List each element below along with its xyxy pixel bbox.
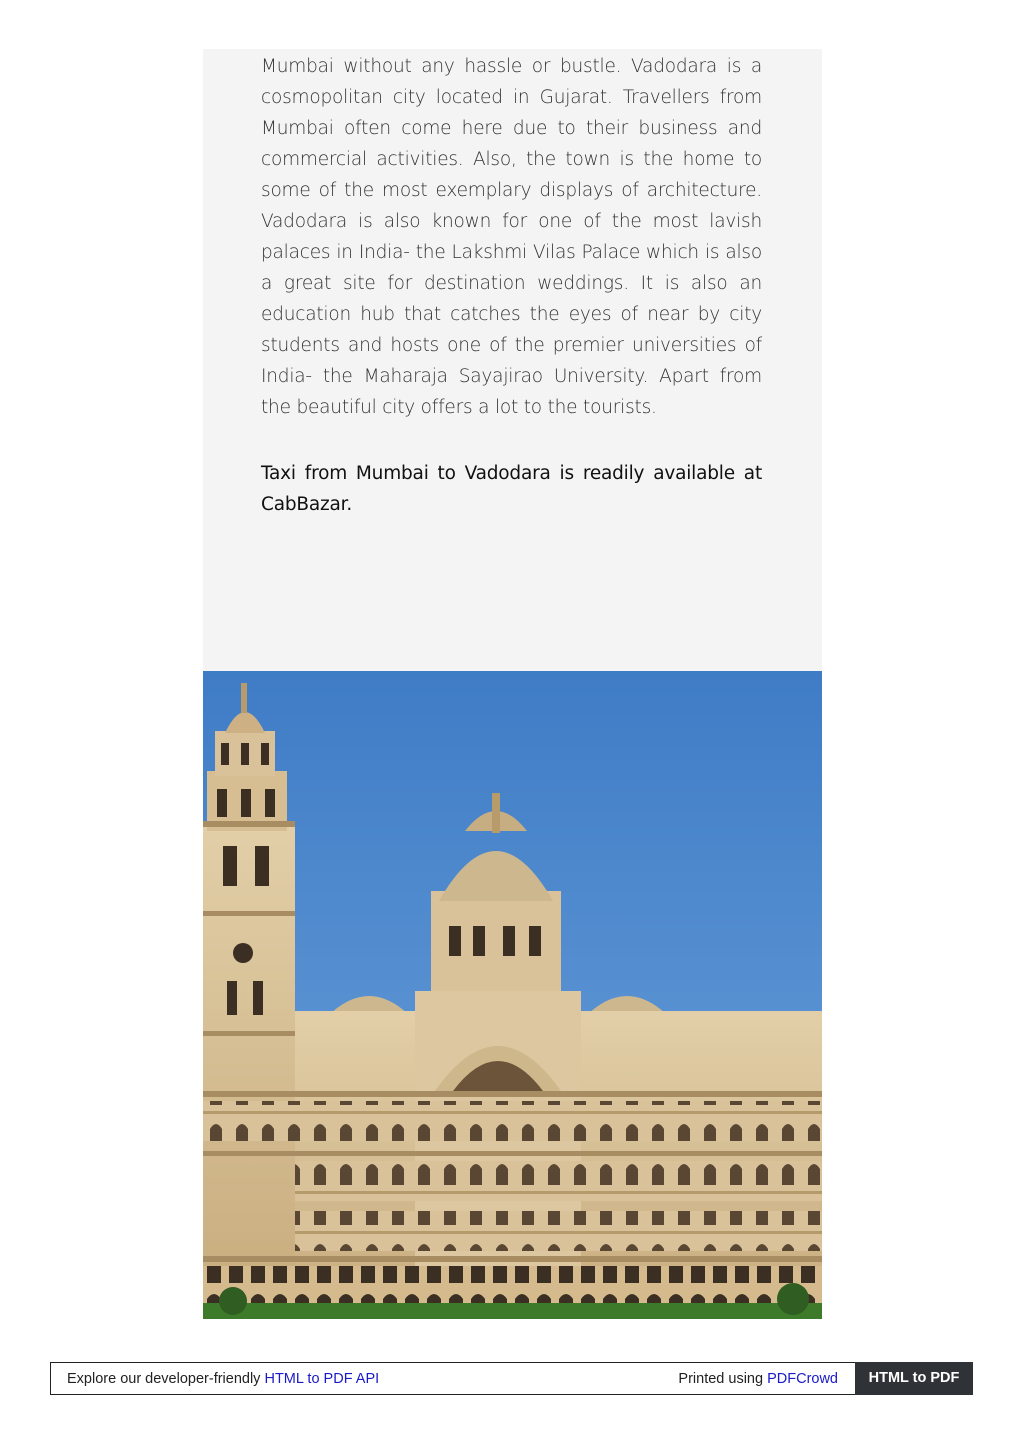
tower — [203, 683, 295, 1319]
article-paragraph-cta: Taxi from Mumbai to Vadodara is readily available at CabBazar. — [261, 463, 762, 515]
article-paragraph: Mumbai without any hassle or bustle. Vadodara is a cosmopolitan city located in Gujarat. Travellers from Mumbai often come here due to their business and commercial activities. Also, the town is the home to some of the most exemplary displays of architecture. Vadodara is also known for one of the most lavish palaces in India- the Lakshmi Vilas Palace which is also a great site for destination weddings. It is also an education hub that catches the eyes of near by city students and hosts one of the premier universities of India- the Maharaja Sayajirao University. Apart from the beautiful city offers a lot to the tourists. — [261, 56, 762, 418]
pdfcrowd-link[interactable]: PDFCrowd — [767, 1371, 838, 1387]
article-card — [203, 49, 822, 671]
footer-printed: Printed using PDFCrowd — [678, 1371, 838, 1387]
pdfcrowd-footer — [50, 1362, 973, 1395]
arcade — [203, 1266, 822, 1306]
html-to-pdf-button[interactable]: HTML to PDF — [855, 1362, 973, 1395]
html-to-pdf-api-link[interactable]: HTML to PDF API — [264, 1371, 380, 1387]
palace-photo — [203, 671, 822, 1319]
footer-explore: Explore our developer-friendly HTML to PDF API — [67, 1371, 380, 1387]
lawn — [203, 1303, 822, 1319]
